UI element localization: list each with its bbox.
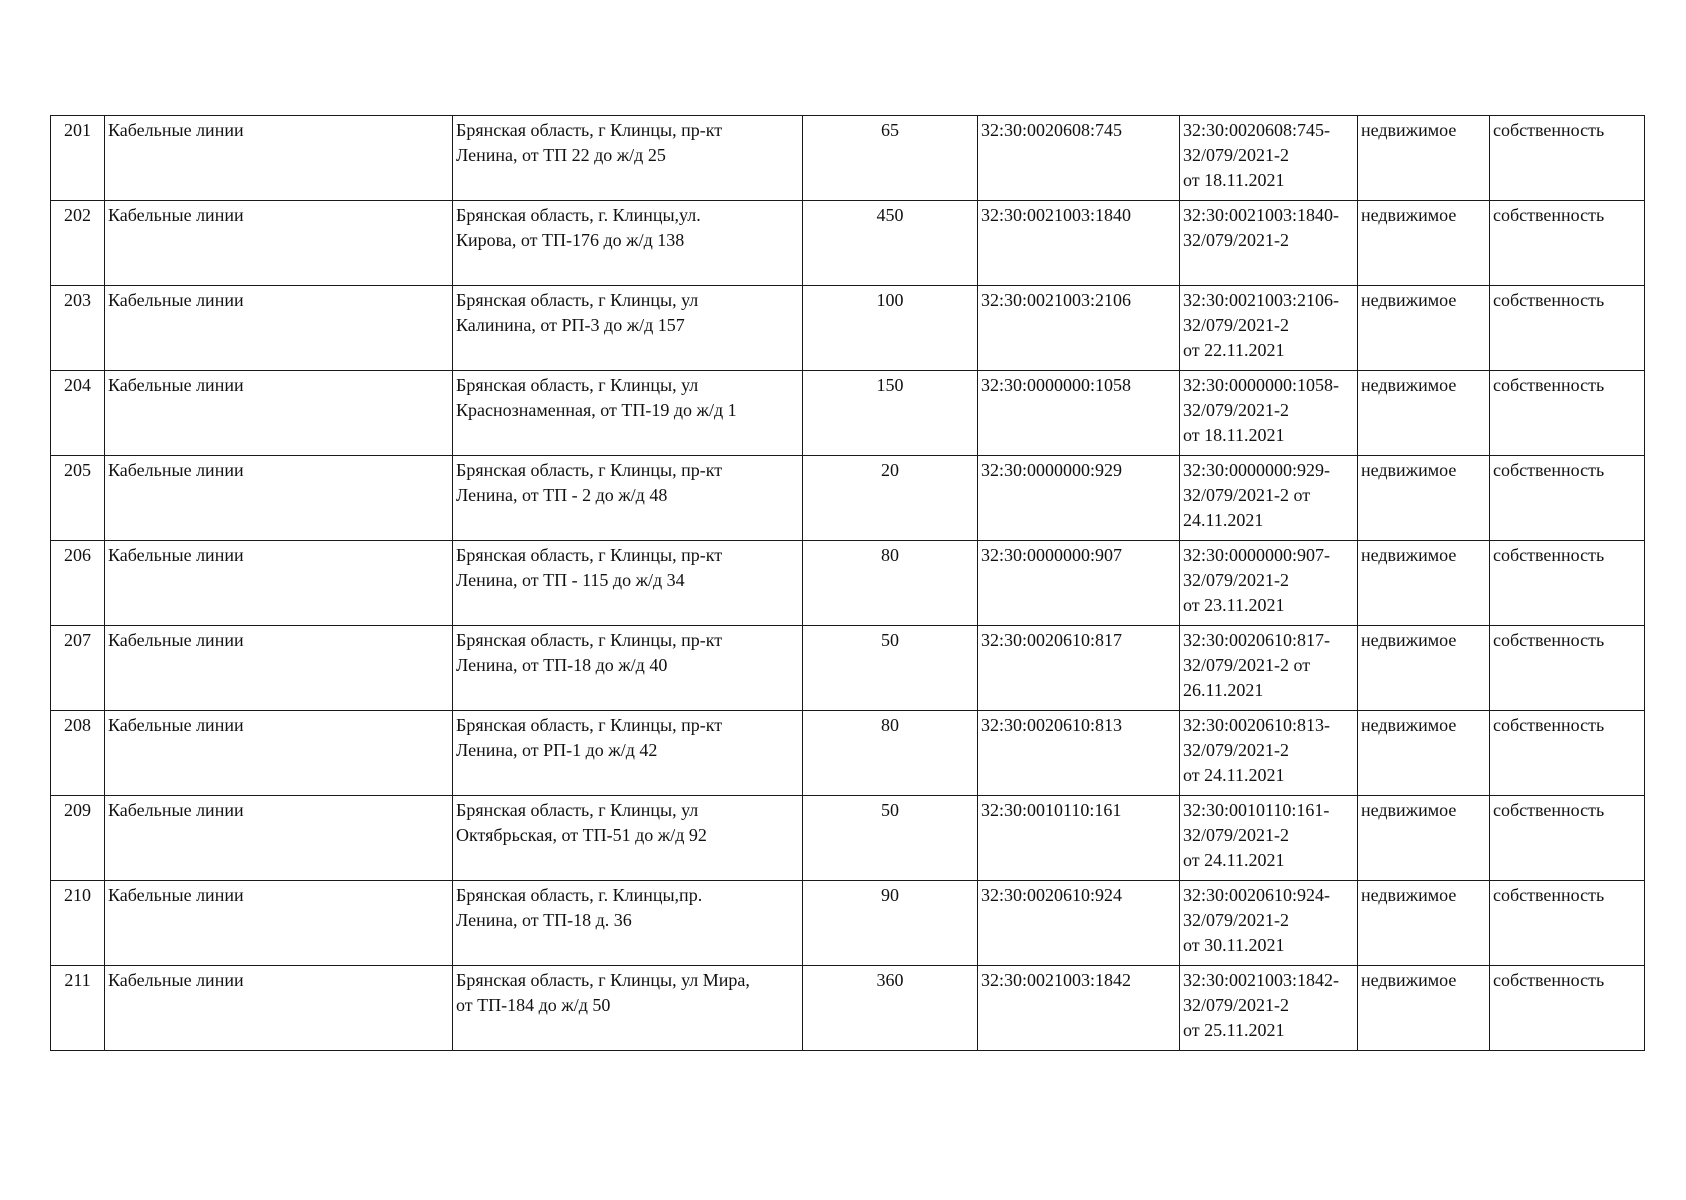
object-length: 80 — [803, 541, 978, 626]
property-type: недвижимое — [1358, 116, 1490, 201]
object-address — [453, 371, 803, 456]
object-length: 50 — [803, 796, 978, 881]
ownership-right: собственность — [1490, 626, 1645, 711]
object-address-line: Брянская область, г. Клинцы,ул. — [456, 205, 701, 225]
table-row — [51, 626, 1645, 711]
registration-record-line: 32:30:0021003:1842- — [1183, 970, 1339, 990]
registration-record-line: от 23.11.2021 — [1183, 595, 1285, 615]
registration-record — [1180, 456, 1358, 541]
registration-record — [1180, 966, 1358, 1051]
object-address — [453, 711, 803, 796]
object-length: 450 — [803, 201, 978, 286]
object-length: 50 — [803, 626, 978, 711]
object-address-line: Калинина, от РП-3 до ж/д 157 — [456, 315, 685, 335]
registration-record — [1180, 881, 1358, 966]
property-type: недвижимое — [1358, 626, 1490, 711]
cadastral-number: 32:30:0021003:1840 — [978, 201, 1180, 286]
registry-body — [51, 116, 1645, 1051]
registration-record-line: 24.11.2021 — [1183, 510, 1264, 530]
cadastral-number: 32:30:0020610:813 — [978, 711, 1180, 796]
registration-record-line: 32/079/2021-2 от — [1183, 655, 1311, 675]
table-row — [51, 541, 1645, 626]
row-number: 202 — [51, 201, 105, 286]
ownership-right: собственность — [1490, 286, 1645, 371]
registration-record-line: от 18.11.2021 — [1183, 425, 1285, 445]
cadastral-number: 32:30:0000000:1058 — [978, 371, 1180, 456]
property-type: недвижимое — [1358, 456, 1490, 541]
object-address-line: Краснознаменная, от ТП-19 до ж/д 1 — [456, 400, 737, 420]
table-row — [51, 201, 1645, 286]
object-address — [453, 541, 803, 626]
cadastral-number: 32:30:0021003:2106 — [978, 286, 1180, 371]
cadastral-number: 32:30:0010110:161 — [978, 796, 1180, 881]
object-length: 360 — [803, 966, 978, 1051]
object-address-line: Октябрьская, от ТП-51 до ж/д 92 — [456, 825, 707, 845]
registration-record-line: 32/079/2021-2 — [1183, 910, 1289, 930]
object-address-line: Брянская область, г Клинцы, ул — [456, 375, 699, 395]
property-type: недвижимое — [1358, 966, 1490, 1051]
cadastral-number: 32:30:0000000:907 — [978, 541, 1180, 626]
object-name: Кабельные линии — [105, 796, 453, 881]
cadastral-number: 32:30:0020610:924 — [978, 881, 1180, 966]
object-address-line: Брянская область, г Клинцы, ул — [456, 800, 699, 820]
object-address-line: Кирова, от ТП-176 до ж/д 138 — [456, 230, 685, 250]
registration-record — [1180, 541, 1358, 626]
object-length: 90 — [803, 881, 978, 966]
row-number: 211 — [51, 966, 105, 1051]
table-row — [51, 286, 1645, 371]
registration-record-line: от 22.11.2021 — [1183, 340, 1285, 360]
property-type: недвижимое — [1358, 711, 1490, 796]
registration-record-line: от 30.11.2021 — [1183, 935, 1285, 955]
ownership-right: собственность — [1490, 541, 1645, 626]
registration-record-line: 32/079/2021-2 от — [1183, 485, 1311, 505]
registration-record — [1180, 796, 1358, 881]
registration-record-line: 32:30:0000000:907- — [1183, 545, 1330, 565]
object-address-line: Ленина, от ТП-18 д. 36 — [456, 910, 632, 930]
registration-record-line: 32/079/2021-2 — [1183, 145, 1289, 165]
object-address — [453, 116, 803, 201]
object-address-line: Брянская область, г Клинцы, ул Мира, — [456, 970, 750, 990]
table-row — [51, 796, 1645, 881]
registration-record — [1180, 711, 1358, 796]
ownership-right: собственность — [1490, 711, 1645, 796]
object-address-line: Брянская область, г Клинцы, пр-кт — [456, 460, 723, 480]
registration-record-line: 32/079/2021-2 — [1183, 740, 1289, 760]
object-address-line: Брянская область, г Клинцы, пр-кт — [456, 715, 723, 735]
registration-record-line: 32:30:0021003:1840- — [1183, 205, 1339, 225]
registration-record — [1180, 371, 1358, 456]
cadastral-number: 32:30:0020608:745 — [978, 116, 1180, 201]
registration-record-line: 32/079/2021-2 — [1183, 230, 1289, 250]
registration-record-line: 32/079/2021-2 — [1183, 995, 1289, 1015]
object-length: 100 — [803, 286, 978, 371]
row-number: 205 — [51, 456, 105, 541]
row-number: 204 — [51, 371, 105, 456]
object-name: Кабельные линии — [105, 456, 453, 541]
ownership-right: собственность — [1490, 456, 1645, 541]
registration-record-line: от 24.11.2021 — [1183, 850, 1285, 870]
registration-record-line: 32:30:0020608:745- — [1183, 120, 1330, 140]
row-number: 207 — [51, 626, 105, 711]
table-row — [51, 881, 1645, 966]
object-address — [453, 966, 803, 1051]
property-type: недвижимое — [1358, 201, 1490, 286]
row-number: 209 — [51, 796, 105, 881]
object-address — [453, 881, 803, 966]
object-address — [453, 796, 803, 881]
registration-record-line: 32:30:0000000:929- — [1183, 460, 1330, 480]
cadastral-number: 32:30:0000000:929 — [978, 456, 1180, 541]
registration-record-line: 32/079/2021-2 — [1183, 315, 1289, 335]
row-number: 203 — [51, 286, 105, 371]
object-address — [453, 456, 803, 541]
object-name: Кабельные линии — [105, 711, 453, 796]
object-address-line: Ленина, от ТП 22 до ж/д 25 — [456, 145, 666, 165]
object-address-line: Брянская область, г Клинцы, пр-кт — [456, 120, 723, 140]
registration-record-line: от 25.11.2021 — [1183, 1020, 1285, 1040]
object-address-line: Ленина, от ТП-18 до ж/д 40 — [456, 655, 668, 675]
table-row — [51, 456, 1645, 541]
row-number: 208 — [51, 711, 105, 796]
table-row — [51, 711, 1645, 796]
registration-record-line: 32:30:0000000:1058- — [1183, 375, 1339, 395]
object-address-line: Брянская область, г Клинцы, пр-кт — [456, 545, 723, 565]
registration-record-line: от 24.11.2021 — [1183, 765, 1285, 785]
registration-record — [1180, 116, 1358, 201]
registration-record-line: 26.11.2021 — [1183, 680, 1264, 700]
registration-record-line: 32:30:0020610:817- — [1183, 630, 1330, 650]
object-name: Кабельные линии — [105, 541, 453, 626]
property-registry-table — [50, 115, 1645, 1051]
property-type: недвижимое — [1358, 286, 1490, 371]
registration-record-line: 32:30:0020610:924- — [1183, 885, 1330, 905]
object-name: Кабельные линии — [105, 371, 453, 456]
object-address-line: Брянская область, г. Клинцы,пр. — [456, 885, 703, 905]
table-row — [51, 966, 1645, 1051]
ownership-right: собственность — [1490, 201, 1645, 286]
registration-record-line: 32/079/2021-2 — [1183, 400, 1289, 420]
object-address-line: Брянская область, г Клинцы, пр-кт — [456, 630, 723, 650]
object-name: Кабельные линии — [105, 201, 453, 286]
ownership-right: собственность — [1490, 371, 1645, 456]
cadastral-number: 32:30:0020610:817 — [978, 626, 1180, 711]
object-name: Кабельные линии — [105, 286, 453, 371]
object-address-line: Ленина, от РП-1 до ж/д 42 — [456, 740, 658, 760]
registration-record — [1180, 201, 1358, 286]
object-name: Кабельные линии — [105, 116, 453, 201]
object-address-line: от ТП-184 до ж/д 50 — [456, 995, 611, 1015]
row-number: 206 — [51, 541, 105, 626]
ownership-right: собственность — [1490, 966, 1645, 1051]
cadastral-number: 32:30:0021003:1842 — [978, 966, 1180, 1051]
property-type: недвижимое — [1358, 371, 1490, 456]
registration-record-line: 32:30:0020610:813- — [1183, 715, 1330, 735]
registration-record-line: 32/079/2021-2 — [1183, 825, 1289, 845]
object-address — [453, 286, 803, 371]
object-length: 20 — [803, 456, 978, 541]
property-type: недвижимое — [1358, 881, 1490, 966]
registration-record-line: 32/079/2021-2 — [1183, 570, 1289, 590]
ownership-right: собственность — [1490, 881, 1645, 966]
registration-record — [1180, 626, 1358, 711]
object-name: Кабельные линии — [105, 881, 453, 966]
object-name: Кабельные линии — [105, 966, 453, 1051]
object-address-line: Ленина, от ТП - 115 до ж/д 34 — [456, 570, 685, 590]
table-row — [51, 371, 1645, 456]
row-number: 210 — [51, 881, 105, 966]
ownership-right: собственность — [1490, 796, 1645, 881]
row-number: 201 — [51, 116, 105, 201]
object-length: 65 — [803, 116, 978, 201]
ownership-right: собственность — [1490, 116, 1645, 201]
registration-record-line: от 18.11.2021 — [1183, 170, 1285, 190]
property-type: недвижимое — [1358, 541, 1490, 626]
object-length: 80 — [803, 711, 978, 796]
object-address — [453, 626, 803, 711]
registration-record-line: 32:30:0021003:2106- — [1183, 290, 1339, 310]
object-address-line: Брянская область, г Клинцы, ул — [456, 290, 699, 310]
object-address — [453, 201, 803, 286]
object-length: 150 — [803, 371, 978, 456]
registration-record-line: 32:30:0010110:161- — [1183, 800, 1330, 820]
object-address-line: Ленина, от ТП - 2 до ж/д 48 — [456, 485, 668, 505]
table-row — [51, 116, 1645, 201]
object-name: Кабельные линии — [105, 626, 453, 711]
registration-record — [1180, 286, 1358, 371]
property-type: недвижимое — [1358, 796, 1490, 881]
